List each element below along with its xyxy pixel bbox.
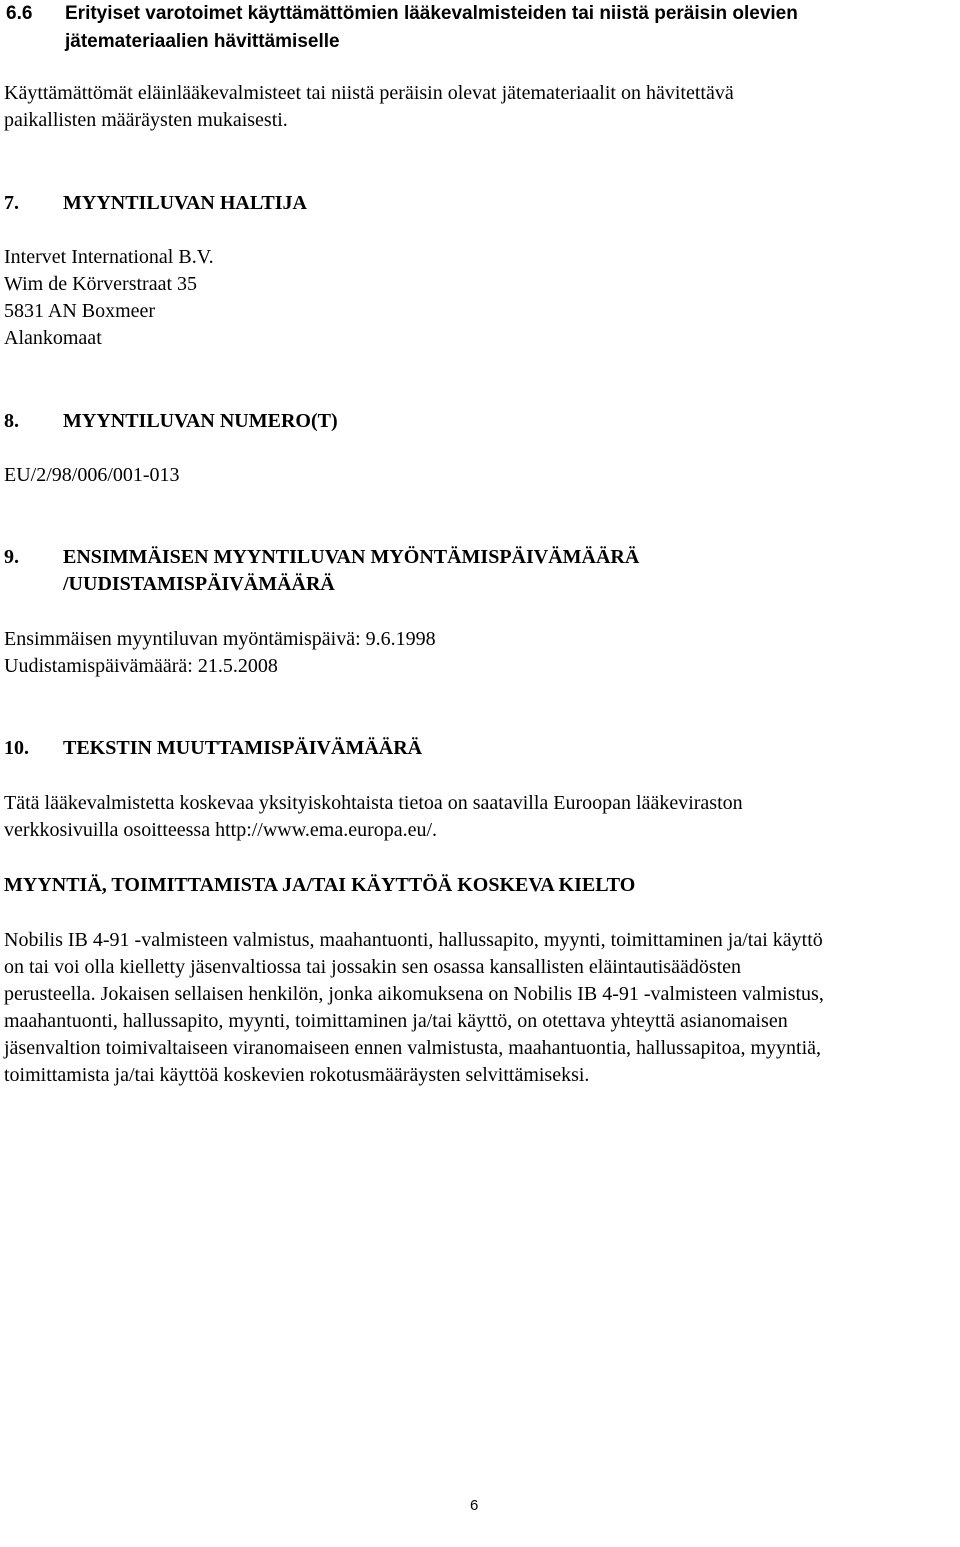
section-title: Erityiset varotoimet käyttämättömien lääkevalmisteiden tai niistä peräisin olevien jätemateriaalien hävittämiselle bbox=[65, 3, 798, 52]
authorisation-number: EU/2/98/006/001-013 bbox=[4, 464, 180, 486]
section-10-text: Tätä lääkevalmistetta koskevaa yksityiskohtaista tietoa on saatavilla Euroopan lääkeviraston verkkosivuilla osoitteessa http://www.ema.europa.eu/. bbox=[4, 792, 743, 841]
section-number: 7. bbox=[4, 192, 19, 214]
section-number: 6.6 bbox=[6, 3, 33, 24]
section-6-6-text: Käyttämättömät eläinlääkevalmisteet tai niistä peräisin olevat jätemateriaalit on hävitettävä paikallisten määräysten mukaisesti. bbox=[4, 82, 734, 131]
section-number: 10. bbox=[4, 737, 29, 759]
address-line: 5831 AN Boxmeer bbox=[4, 300, 156, 322]
prohibition-text: Nobilis IB 4-91 -valmisteen valmistus, maahantuonti, hallussapito, myynti, toimittaminen ja/tai käyttö on tai voi olla kielletty jäsenvaltiossa tai jossakin sen osassa kansallisten eläintautisäädösten perusteella. Jokaisen sellaisen henkilön, jonka aikomuksena on Nobilis IB 4-91 -valmisteen valmistus, maahantuonti, hallussapito, myynti, toimittaminen ja/tai käyttö, on otettava yhteyttä asianomaisen jäsenvaltion toimivaltaiseen viranomaiseen ennen valmistusta, maahantuontia, hallussapitoa, myyntiä, toimittamista ja/tai käyttöä koskevien rokotusmääräysten selvittämiseksi. bbox=[4, 929, 824, 1086]
section-title: MYYNTIÄ, TOIMITTAMISTA JA/TAI KÄYTTÖÄ KOSKEVA KIELTO bbox=[4, 874, 636, 896]
first-authorisation-date: Ensimmäisen myyntiluvan myöntämispäivä: 9.6.1998 bbox=[4, 628, 436, 650]
section-title: TEKSTIN MUUTTAMISPÄIVÄMÄÄRÄ bbox=[63, 737, 423, 759]
prohibition-heading bbox=[4, 872, 954, 899]
address-line: Intervet International B.V. bbox=[4, 246, 214, 268]
section-title: ENSIMMÄISEN MYYNTILUVAN MYÖNTÄMISPÄIVÄMÄÄRÄ /UUDISTAMISPÄIVÄMÄÄRÄ bbox=[63, 546, 640, 595]
authorisation-dates bbox=[4, 626, 954, 680]
address-line: Wim de Körverstraat 35 bbox=[4, 273, 198, 295]
renewal-date: Uudistamispäivämäärä: 21.5.2008 bbox=[4, 655, 278, 677]
section-title: MYYNTILUVAN HALTIJA bbox=[63, 192, 307, 214]
holder-address bbox=[4, 244, 954, 352]
section-number: 9. bbox=[4, 546, 19, 568]
address-line: Alankomaat bbox=[4, 327, 102, 349]
page-number: 6 bbox=[470, 1497, 479, 1514]
section-number: 8. bbox=[4, 410, 19, 432]
section-title: MYYNTILUVAN NUMERO(T) bbox=[63, 410, 338, 432]
